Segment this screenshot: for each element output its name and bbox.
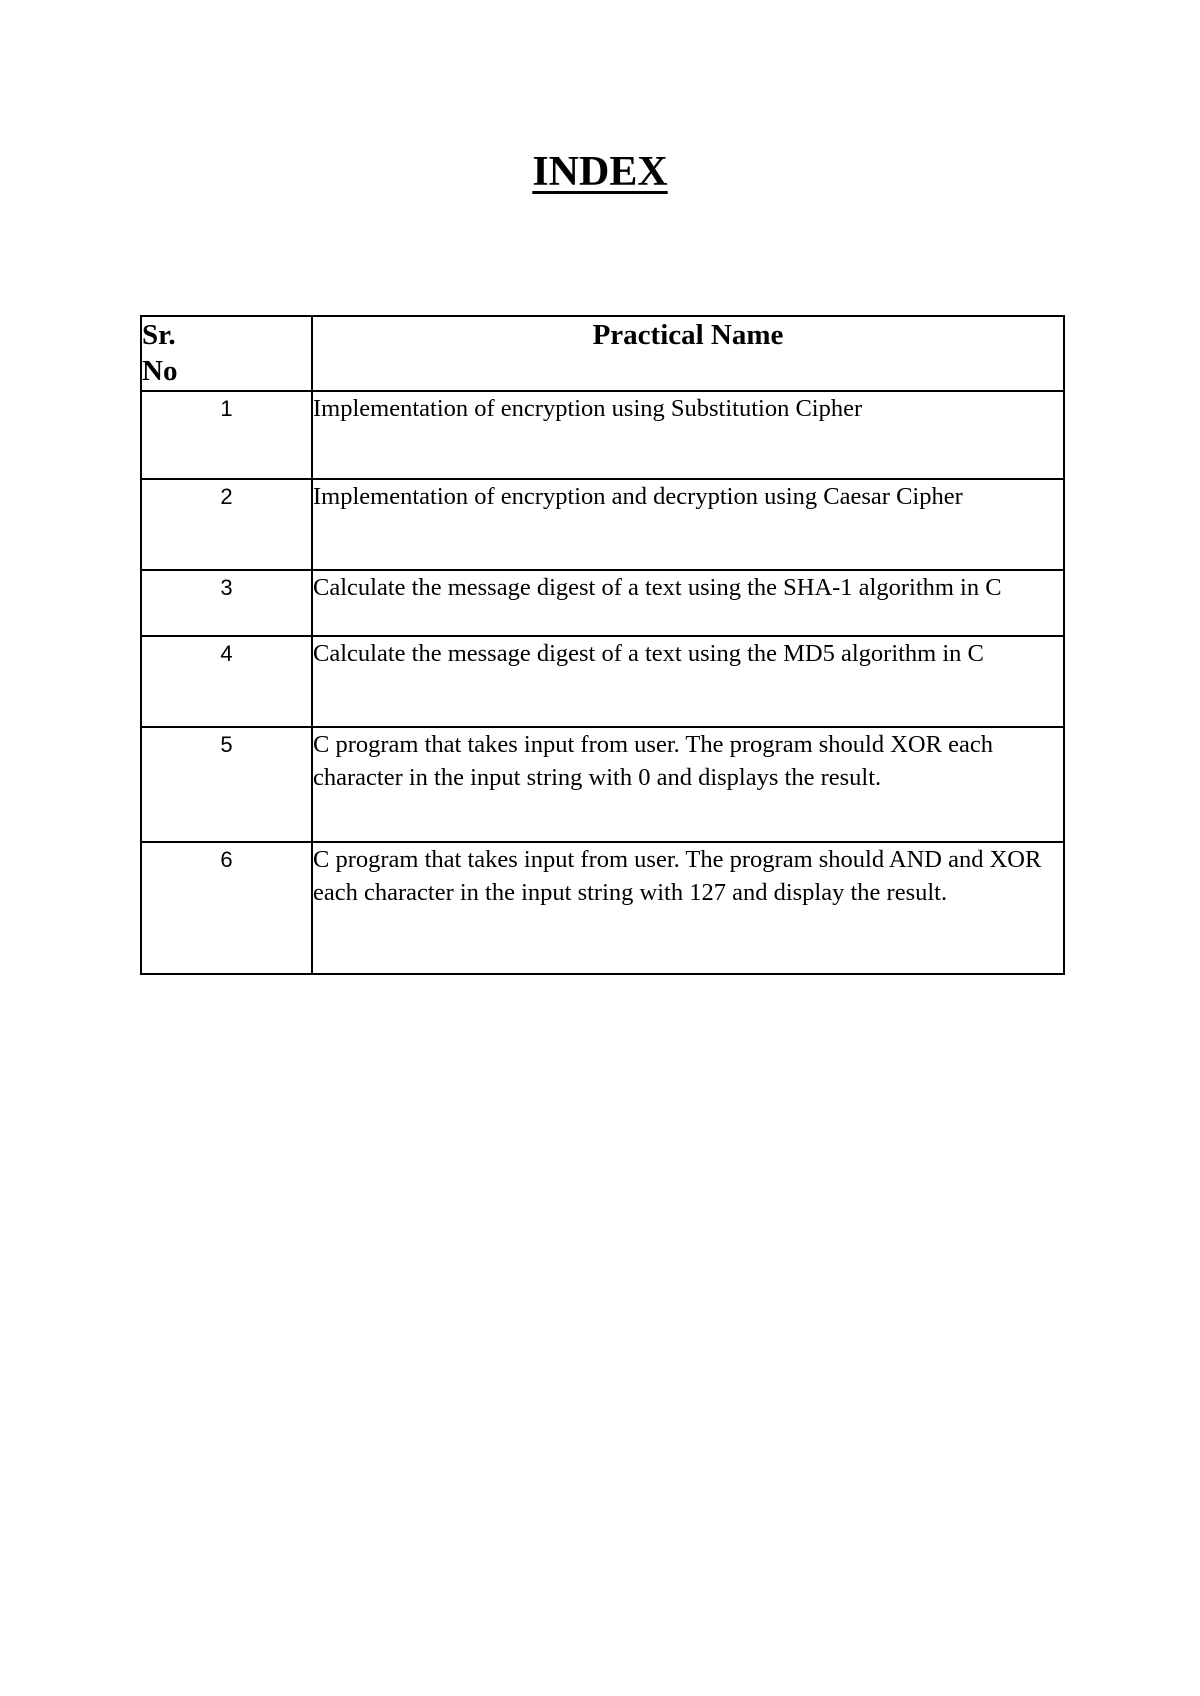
header-sr-no <box>141 316 312 391</box>
row-sr-number: 2 <box>141 479 312 570</box>
table-row <box>141 636 1064 727</box>
row-practical-name: C program that takes input from user. The program should XOR each character in the input string with 0 and displays the result. <box>312 727 1064 842</box>
row-practical-name: Implementation of encryption using Substitution Cipher <box>312 391 1064 479</box>
row-sr-number: 4 <box>141 636 312 727</box>
row-practical-name: Calculate the message digest of a text using the SHA-1 algorithm in C <box>312 570 1064 636</box>
page-title-text: INDEX <box>532 149 668 195</box>
row-practical-name: Calculate the message digest of a text using the MD5 algorithm in C <box>312 636 1064 727</box>
table-row <box>141 727 1064 842</box>
row-sr-number: 3 <box>141 570 312 636</box>
header-sr-no-line1: Sr. <box>142 319 176 351</box>
row-sr-number: 6 <box>141 842 312 974</box>
header-sr-no-line2: No <box>142 355 178 387</box>
row-practical-name: Implementation of encryption and decryption using Caesar Cipher <box>312 479 1064 570</box>
table-header-row <box>141 316 1064 391</box>
page-title <box>0 148 1200 196</box>
index-table <box>140 315 1065 975</box>
table-row <box>141 391 1064 479</box>
table-row <box>141 479 1064 570</box>
header-practical-name: Practical Name <box>312 316 1064 391</box>
row-sr-number: 1 <box>141 391 312 479</box>
row-sr-number: 5 <box>141 727 312 842</box>
row-practical-name: C program that takes input from user. The program should AND and XOR each character in the input string with 127 and display the result. <box>312 842 1064 974</box>
table-row <box>141 842 1064 974</box>
table-row <box>141 570 1064 636</box>
